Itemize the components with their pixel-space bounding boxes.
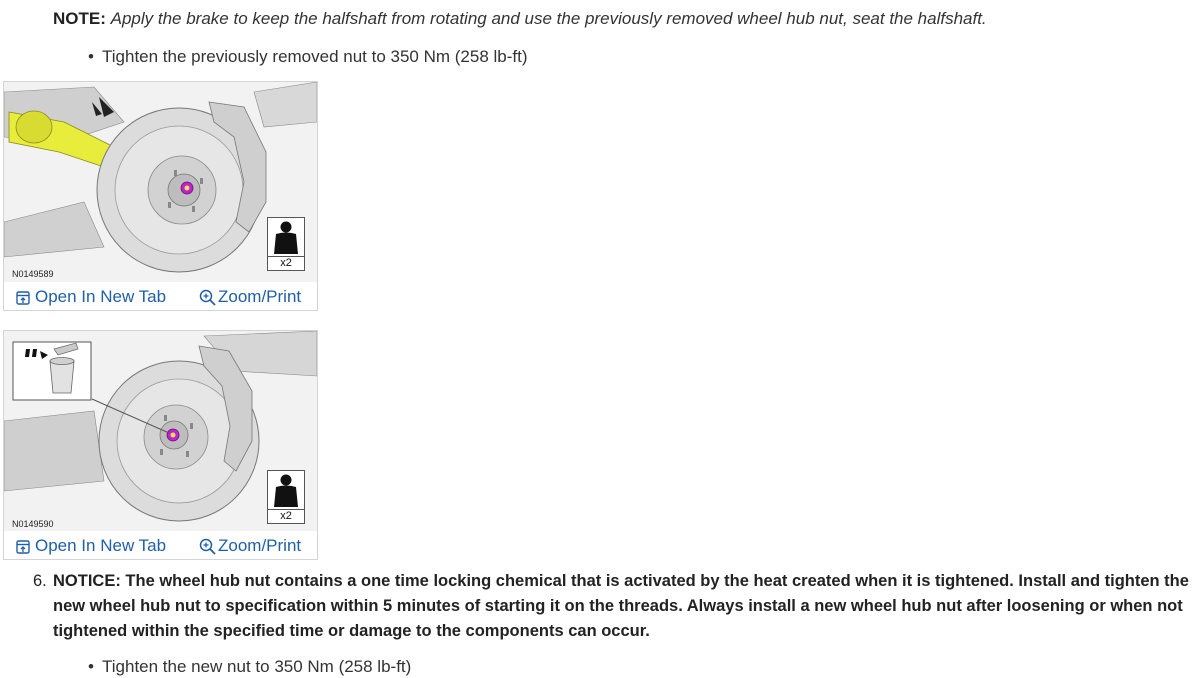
note-label: NOTE: — [53, 9, 106, 28]
zoom-icon — [199, 289, 216, 306]
figure-code: N0149590 — [12, 519, 54, 529]
open-new-tab-icon — [16, 540, 30, 554]
figure-links — [4, 531, 317, 559]
bullet-text: Tighten the new nut to 350 Nm (258 lb-ft) — [102, 657, 412, 676]
zoom-print-link[interactable] — [199, 536, 301, 556]
open-new-tab-label: Open In New Tab — [35, 287, 167, 306]
figure-1 — [3, 81, 318, 311]
zoom-print-label: Zoom/Print — [218, 287, 302, 306]
bullet-text: Tighten the previously removed nut to 350 Nm (258 lb-ft) — [102, 47, 528, 66]
open-new-tab-label: Open In New Tab — [35, 536, 167, 555]
technician-count: x2 — [268, 509, 304, 523]
technician-count: x2 — [268, 256, 304, 270]
figure-image[interactable] — [4, 82, 317, 282]
zoom-print-label: Zoom/Print — [218, 536, 302, 555]
bullet-item — [88, 657, 411, 677]
step-notice-text: NOTICE: The wheel hub nut contains a one time locking chemical that is activated by the heat created when it is tightened. Install and tighten the new wheel hub nut to specification within 5 minutes of starting it on the threads. Always install a new wheel hub nut after loosening or when not tightened within the specified time or damage to the components can occur. — [53, 572, 1189, 640]
bullet-icon: • — [88, 657, 94, 676]
bullet-icon: • — [88, 47, 94, 66]
figure-code: N0149589 — [12, 269, 54, 279]
figure-2 — [3, 330, 318, 560]
bullet-item — [88, 47, 528, 67]
figure-image[interactable] — [4, 331, 317, 531]
open-new-tab-icon — [16, 291, 30, 305]
technician-icon — [267, 217, 305, 271]
zoom-print-link[interactable] — [199, 287, 301, 307]
technician-icon — [267, 470, 305, 524]
open-new-tab-link[interactable] — [16, 536, 166, 556]
step-number: 6. — [33, 572, 47, 590]
note-text: Apply the brake to keep the halfshaft from rotating and use the previously removed wheel hub nut, seat the halfshaft. — [110, 9, 987, 28]
zoom-icon — [199, 538, 216, 555]
figure-links — [4, 282, 317, 310]
open-new-tab-link[interactable] — [16, 287, 166, 307]
note-paragraph — [53, 9, 987, 29]
